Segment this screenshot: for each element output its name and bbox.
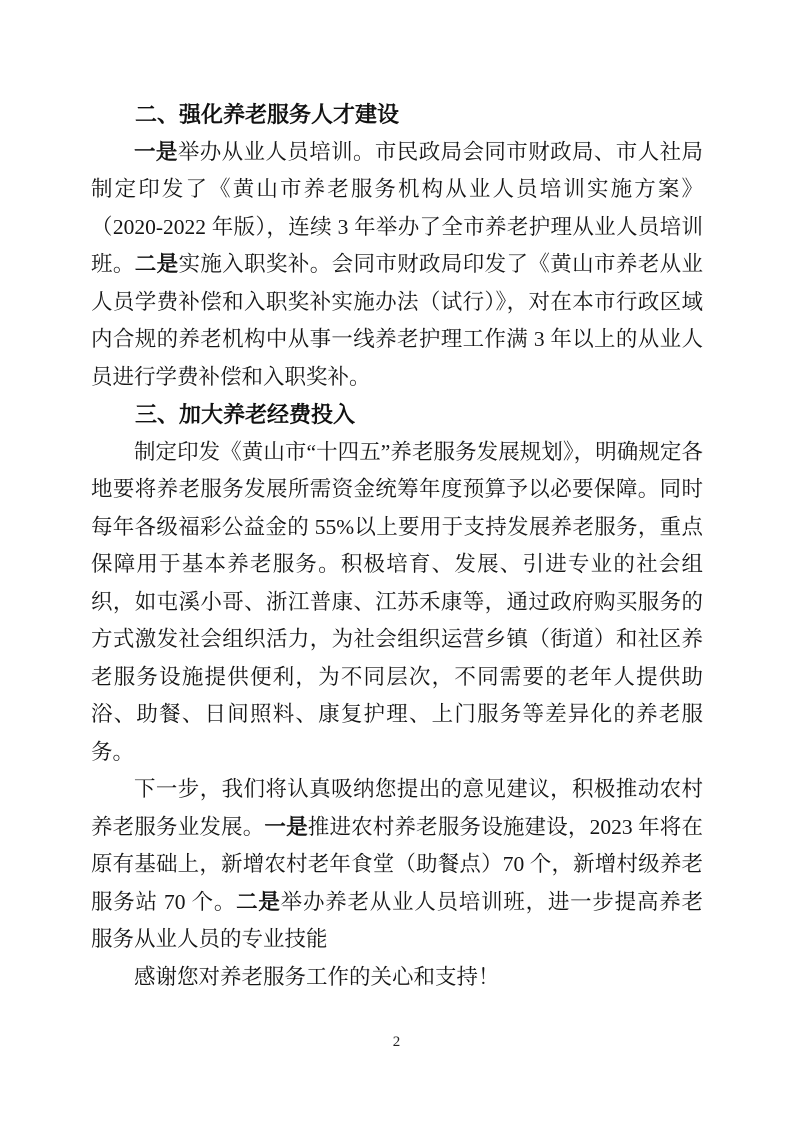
page-number: 2 [392, 1034, 401, 1050]
text-run-emphasis: 一是 [264, 814, 308, 839]
text-run: 举办从业人员培训。市民政局会同市财政局、市人社局制定印发了《黄山市养老服务机构从业人员培训实施方案》（2020-2022 年版），连续 3 年举办了全市养老护理从业人员培训班。 [91, 139, 703, 276]
paragraph-next-steps [91, 771, 703, 959]
text-run-emphasis: 一是 [134, 139, 178, 164]
paragraph-funding-plan [91, 434, 703, 772]
text-run: 举办养老从业人员培训班，进一步提高养老服务从业人员的专业技能 [91, 889, 703, 951]
text-run: 下一步，我们将认真吸纳您提出的意见建议，积极推动农村养老服务业发展。 [91, 777, 703, 839]
text-run: 实施入职奖补。会同市财政局印发了《黄山市养老从业人员学费补偿和入职奖补实施办法（试行）》，对在本市行政区域内合规的养老机构中从事一线养老护理工作满 3 年以上的从业人员进行学费补偿和入职奖补。 [91, 252, 703, 389]
paragraph-closing-thanks [91, 959, 703, 997]
text-run: 感谢您对养老服务工作的关心和支持！ [134, 964, 500, 989]
text-run-emphasis: 二是 [134, 252, 179, 276]
paragraph-training-and-rewards [91, 134, 703, 397]
section-heading-funding-investment: 三、加大养老经费投入 [135, 402, 356, 427]
text-run: 制定印发《黄山市“十四五”养老服务发展规划》，明确规定各地要将养老服务发展所需资金统筹年度预算予以必要保障。同时每年各级福彩公益金的 55%以上要用于支持发展养老服务，重点保障用于基本养老服务。积极培育、发展、引进专业的社会组织，如屯溪小哥、浙江普康、江苏禾康等，通过政府购买服务的方式激发社会组织活力，为社会组织运营乡镇（街道）和社区养老服务设施提供便利，为不同层次，不同需要的老年人提供助浴、助餐、日间照料、康复护理、上门服务等差异化的养老服务。 [91, 439, 703, 764]
text-run-emphasis: 二是 [236, 889, 281, 914]
text-run: 推进农村养老服务设施建设，2023 年将在原有基础上，新增农村老年食堂（助餐点）70 个，新增村级养老服务站 70 个。 [91, 814, 703, 914]
section-heading-talent-building: 二、强化养老服务人才建设 [135, 102, 400, 127]
